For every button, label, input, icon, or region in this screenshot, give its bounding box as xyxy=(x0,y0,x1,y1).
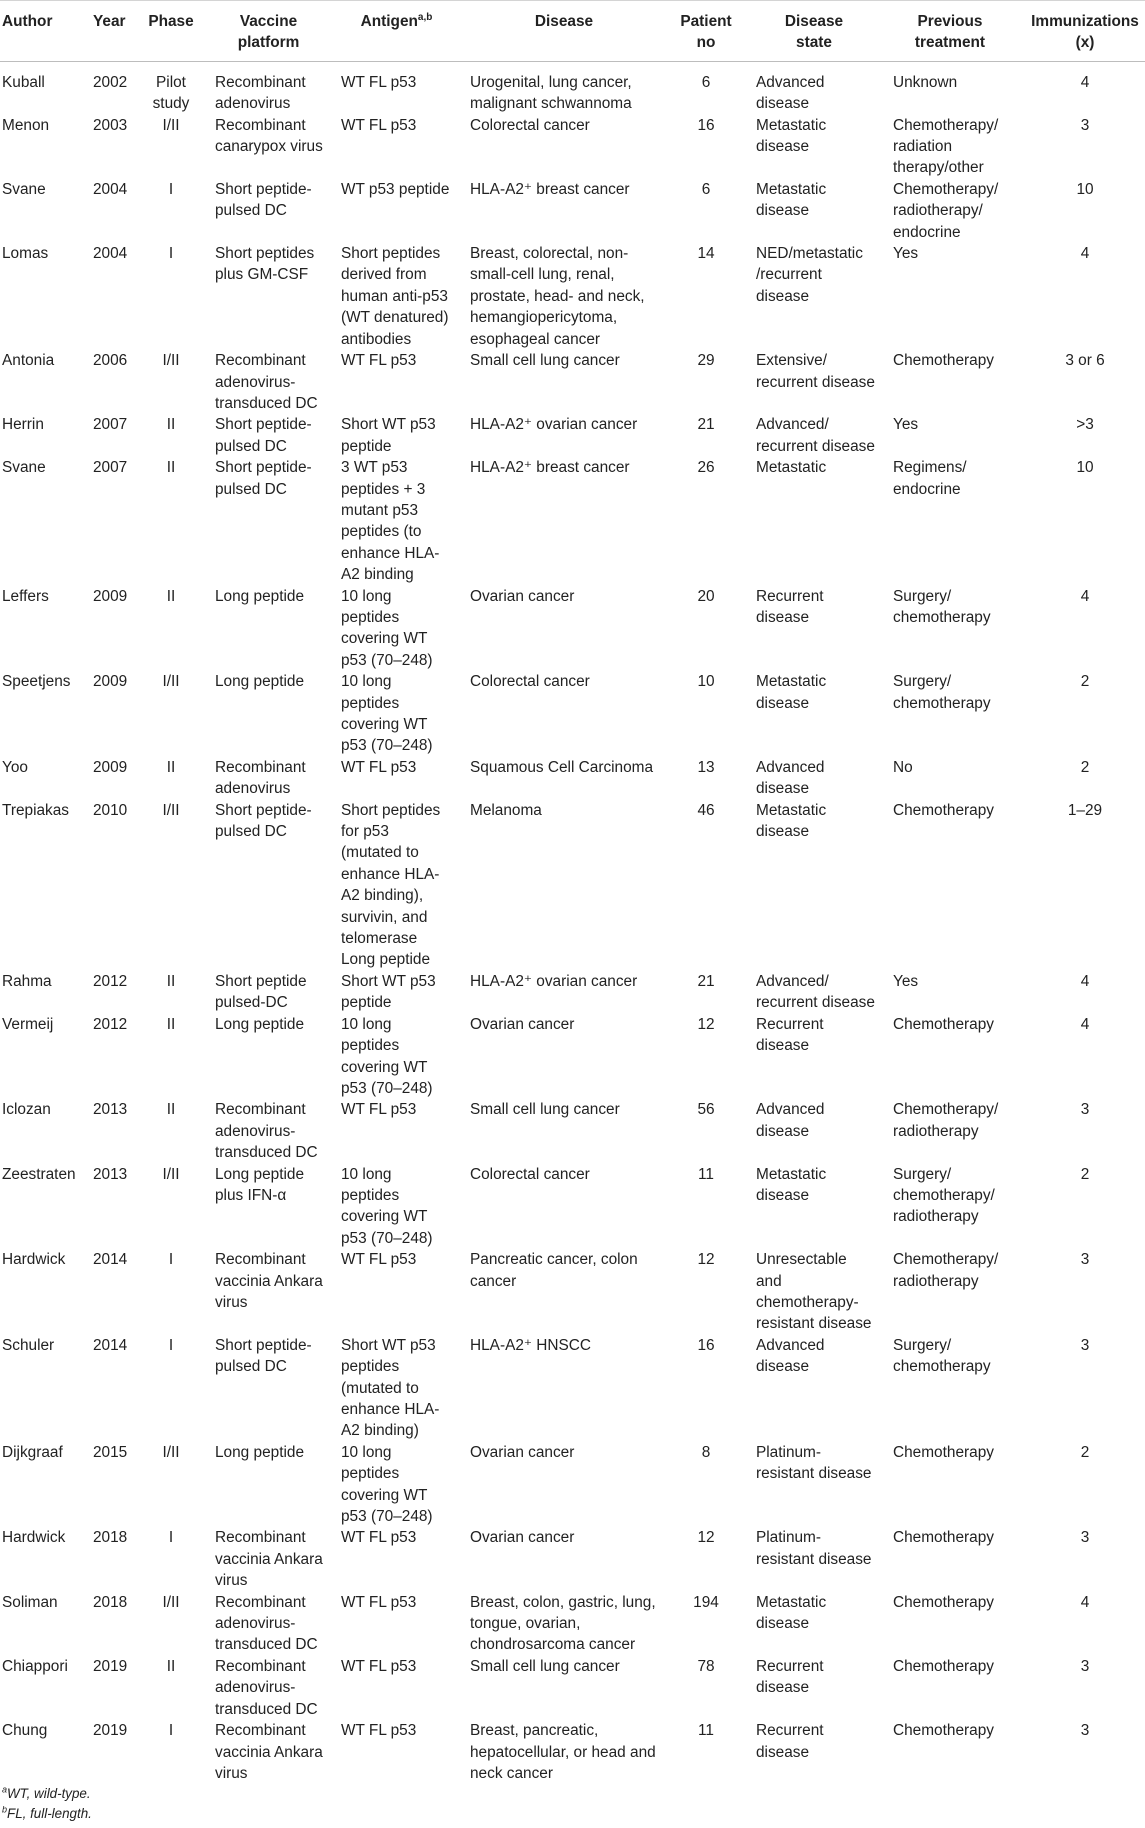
cell-patients: 29 xyxy=(697,352,715,370)
cell-disease: Ovarian cancer xyxy=(470,1529,575,1547)
cell-phase: I/II xyxy=(162,352,180,370)
cell-phase: I/II xyxy=(162,1443,180,1461)
cell-phase: I xyxy=(168,1529,174,1547)
cell-previous: Chemotherapy xyxy=(893,1443,994,1461)
cell-patients: 16 xyxy=(697,1336,715,1354)
cell-state: Recurrent disease xyxy=(756,1722,824,1761)
cell-disease: Pancreatic cancer, colon cancer xyxy=(470,1251,638,1290)
cell-platform: Short peptide- pulsed DC xyxy=(215,180,312,220)
cell-disease: Breast, colorectal, non- small-cell lung, renal, prostate, head- and neck, hemangiopericytoma, esophageal cancer xyxy=(470,245,645,348)
cell-antigen: WT FL p53 xyxy=(341,1593,417,1611)
table-row xyxy=(0,1527,1145,1591)
cell-state: Unresectable and chemotherapy- resistant disease xyxy=(756,1251,872,1333)
cell-phase: II xyxy=(166,416,176,434)
cell-author: Herrin xyxy=(2,416,44,434)
cell-previous: Chemotherapy/ radiotherapy xyxy=(893,1251,999,1290)
cell-author: Chiappori xyxy=(2,1657,68,1675)
cell-antigen: Short WT p53 peptides (mutated to enhance HLA- A2 binding) xyxy=(341,1336,440,1440)
table-row xyxy=(0,115,1145,179)
table-row xyxy=(0,1592,1145,1656)
cell-platform: Long peptide xyxy=(215,587,305,605)
cell-year: 2012 xyxy=(93,972,128,990)
header-antigen xyxy=(341,1,470,62)
table-row xyxy=(0,243,1145,350)
cell-patients: 6 xyxy=(701,180,711,198)
cell-author: Svane xyxy=(2,459,46,477)
cell-platform: Short peptide- pulsed DC xyxy=(215,801,312,841)
header-antigen-label: Antigen xyxy=(360,13,418,30)
cell-author: Kuball xyxy=(2,73,45,91)
table-row xyxy=(0,1656,1145,1720)
cell-previous: Chemotherapy xyxy=(893,352,994,370)
cell-phase: II xyxy=(166,1101,176,1119)
header-phase: Phase xyxy=(133,1,215,62)
cell-author: Trepiakas xyxy=(2,801,70,819)
cell-previous: Surgery/ chemotherapy xyxy=(893,1336,991,1376)
cell-phase: I xyxy=(168,180,174,198)
cell-disease: Small cell lung cancer xyxy=(470,1101,620,1119)
header-disease: Disease xyxy=(470,1,663,62)
table-row xyxy=(0,350,1145,414)
cell-phase: I/II xyxy=(162,801,180,819)
footnote-marker: b xyxy=(2,1804,8,1815)
cell-previous: Yes xyxy=(893,416,919,434)
cell-platform: Short peptide- pulsed DC xyxy=(215,1336,312,1376)
header-vaccine-platform: Vaccine platform xyxy=(215,1,341,62)
table-row xyxy=(0,671,1145,757)
cell-author: Rahma xyxy=(2,972,52,990)
cell-antigen: WT FL p53 xyxy=(341,352,417,370)
cell-platform: Recombinant canarypox virus xyxy=(215,116,323,156)
cell-disease: HLA-A2⁺ ovarian cancer xyxy=(470,972,638,990)
table-header xyxy=(0,1,1145,62)
footnote-a xyxy=(2,1784,1145,1804)
cell-year: 2019 xyxy=(93,1657,128,1675)
cell-antigen: Short WT p53 peptide xyxy=(341,416,436,455)
cell-author: Chung xyxy=(2,1722,48,1740)
cell-platform: Recombinant adenovirus- transduced DC xyxy=(215,1657,318,1718)
cell-author: Iclozan xyxy=(2,1101,51,1119)
cell-state: Advanced/ recurrent disease xyxy=(756,972,875,1012)
cell-year: 2018 xyxy=(93,1529,128,1547)
cell-year: 2018 xyxy=(93,1593,128,1611)
cell-patients: 6 xyxy=(701,73,711,91)
cell-platform: Recombinant adenovirus xyxy=(215,73,306,113)
cell-state: Metastatic disease xyxy=(756,180,827,220)
table-row xyxy=(0,1164,1145,1250)
cell-state: Metastatic xyxy=(756,459,827,477)
cell-author: Speetjens xyxy=(2,673,71,691)
cell-antigen: 10 long peptides covering WT p53 (70–248) xyxy=(341,587,433,669)
cell-previous: Chemotherapy/ radiotherapy/ endocrine xyxy=(893,180,999,241)
cell-platform: Long peptide plus IFN-α xyxy=(215,1165,305,1204)
cell-immunizations: 4 xyxy=(1080,1015,1090,1033)
cell-immunizations: 4 xyxy=(1080,972,1090,990)
table-row xyxy=(0,179,1145,243)
cell-immunizations: 3 xyxy=(1080,1336,1090,1354)
cell-author: Schuler xyxy=(2,1336,55,1354)
cell-platform: Long peptide xyxy=(215,1015,305,1033)
cell-immunizations: 3 xyxy=(1080,1722,1090,1740)
cell-year: 2009 xyxy=(93,587,128,605)
cell-immunizations: 1–29 xyxy=(1067,801,1103,819)
cell-previous: Yes xyxy=(893,245,919,263)
cell-phase: Pilot study xyxy=(152,73,190,113)
cell-immunizations: 10 xyxy=(1076,459,1094,477)
cell-year: 2003 xyxy=(93,116,128,134)
cell-antigen: WT FL p53 xyxy=(341,1529,417,1547)
cell-disease: Melanoma xyxy=(470,801,542,819)
cell-patients: 11 xyxy=(698,1165,714,1183)
cell-state: Metastatic disease xyxy=(756,1165,827,1204)
header-disease-state: Disease state xyxy=(756,1,893,62)
cell-phase: I xyxy=(168,245,174,263)
cell-platform: Recombinant vaccinia Ankara virus xyxy=(215,1722,323,1782)
cell-platform: Recombinant adenovirus- transduced DC xyxy=(215,1593,318,1654)
cell-disease: Small cell lung cancer xyxy=(470,1657,620,1675)
cell-immunizations: 4 xyxy=(1080,245,1090,263)
cell-year: 2015 xyxy=(93,1443,128,1461)
cell-state: Advanced disease xyxy=(756,758,825,798)
footnote-marker: a xyxy=(2,1784,8,1795)
cell-immunizations: 2 xyxy=(1080,1443,1090,1461)
cell-antigen: WT FL p53 xyxy=(341,73,417,91)
cell-year: 2012 xyxy=(93,1015,128,1033)
cell-immunizations: 2 xyxy=(1080,1165,1090,1183)
cell-antigen: WT p53 peptide xyxy=(341,180,450,198)
cell-disease: Colorectal cancer xyxy=(470,673,590,691)
cell-disease: Colorectal cancer xyxy=(470,116,590,134)
cell-year: 2009 xyxy=(93,758,128,776)
table-row xyxy=(0,414,1145,457)
header-previous-treatment: Previous treatment xyxy=(893,1,1025,62)
cell-patients: 20 xyxy=(697,587,715,605)
table-row xyxy=(0,1720,1145,1784)
cell-year: 2014 xyxy=(93,1336,128,1354)
cell-phase: I/II xyxy=(162,673,180,691)
cell-previous: Surgery/ chemotherapy/ radiotherapy xyxy=(893,1165,995,1226)
cell-author: Antonia xyxy=(2,352,55,370)
table-row xyxy=(0,586,1145,672)
cell-state: Platinum- resistant disease xyxy=(756,1443,872,1483)
cell-phase: II xyxy=(166,758,176,776)
cell-year: 2007 xyxy=(93,416,128,434)
cell-year: 2004 xyxy=(93,180,128,198)
cell-previous: Chemotherapy xyxy=(893,1529,994,1547)
cell-immunizations: 3 or 6 xyxy=(1065,352,1105,370)
cell-state: Metastatic disease xyxy=(756,116,827,156)
cell-immunizations: 4 xyxy=(1080,1593,1090,1611)
cell-patients: 11 xyxy=(698,1722,714,1740)
cell-patients: 78 xyxy=(697,1657,715,1675)
header-author: Author xyxy=(0,1,93,62)
cell-patients: 12 xyxy=(697,1015,715,1033)
cell-phase: II xyxy=(166,459,176,477)
cell-platform: Recombinant vaccinia Ankara virus xyxy=(215,1529,323,1590)
cell-antigen: 10 long peptides covering WT p53 (70–248) xyxy=(341,1165,433,1247)
cell-immunizations: 3 xyxy=(1080,1101,1090,1119)
cell-previous: Chemotherapy xyxy=(893,1015,994,1033)
table-row xyxy=(0,457,1145,585)
table-row xyxy=(0,1249,1145,1335)
cell-previous: Regimens/ endocrine xyxy=(893,459,967,498)
table-row xyxy=(0,757,1145,800)
cell-platform: Recombinant adenovirus- transduced DC xyxy=(215,1101,318,1162)
cell-antigen: Short peptides for p53 (mutated to enhance HLA- A2 binding), survivin, and telomerase Long peptide xyxy=(341,801,441,969)
cell-disease: Urogenital, lung cancer, malignant schwannoma xyxy=(470,73,632,113)
cell-previous: Surgery/ chemotherapy xyxy=(893,587,991,626)
cell-immunizations: 2 xyxy=(1080,673,1090,691)
cell-year: 2009 xyxy=(93,673,128,691)
header-year: Year xyxy=(93,1,133,62)
table-row xyxy=(0,971,1145,1014)
cell-disease: HLA-A2⁺ breast cancer xyxy=(470,180,630,198)
cell-platform: Short peptide pulsed-DC xyxy=(215,972,307,1012)
cell-author: Soliman xyxy=(2,1593,58,1611)
cell-antigen: 10 long peptides covering WT p53 (70–248) xyxy=(341,1015,433,1097)
cell-patients: 56 xyxy=(697,1101,715,1119)
cell-state: Extensive/ recurrent disease xyxy=(756,352,875,391)
cell-author: Hardwick xyxy=(2,1529,66,1547)
cell-immunizations: 3 xyxy=(1080,1657,1090,1675)
cell-disease: Breast, colon, gastric, lung, tongue, ovarian, chondrosarcoma cancer xyxy=(470,1593,656,1654)
cell-antigen: WT FL p53 xyxy=(341,1657,417,1675)
cell-phase: II xyxy=(166,1015,176,1033)
cell-year: 2014 xyxy=(93,1251,128,1269)
cell-immunizations: 4 xyxy=(1080,587,1090,605)
cell-previous: Unknown xyxy=(893,73,958,91)
cell-disease: Small cell lung cancer xyxy=(470,352,620,370)
cell-state: Metastatic disease xyxy=(756,673,827,712)
header-immunizations: Immunizations (x) xyxy=(1025,1,1145,62)
cell-year: 2010 xyxy=(93,801,128,819)
cell-patients: 12 xyxy=(697,1251,715,1269)
cell-phase: II xyxy=(166,587,176,605)
cell-disease: Colorectal cancer xyxy=(470,1165,590,1183)
cell-patients: 12 xyxy=(697,1529,715,1547)
cell-state: Recurrent disease xyxy=(756,587,824,626)
cell-platform: Short peptides plus GM-CSF xyxy=(215,245,315,284)
cell-patients: 194 xyxy=(693,1593,719,1611)
cell-disease: Breast, pancreatic, hepatocellular, or head and neck cancer xyxy=(470,1722,656,1782)
cell-disease: HLA-A2⁺ HNSCC xyxy=(470,1336,592,1354)
cell-disease: HLA-A2⁺ breast cancer xyxy=(470,459,630,477)
cell-antigen: WT FL p53 xyxy=(341,1251,417,1269)
cell-phase: I/II xyxy=(162,1165,180,1183)
cell-patients: 14 xyxy=(697,245,715,263)
cell-antigen: Short peptides derived from human anti-p53 (WT denatured) antibodies xyxy=(341,245,449,348)
cell-platform: Long peptide xyxy=(215,673,305,691)
cell-previous: Yes xyxy=(893,972,919,990)
cell-year: 2019 xyxy=(93,1722,128,1740)
cell-antigen: WT FL p53 xyxy=(341,1101,417,1119)
cell-previous: Surgery/ chemotherapy xyxy=(893,673,991,712)
cell-patients: 13 xyxy=(697,758,715,776)
cell-disease: HLA-A2⁺ ovarian cancer xyxy=(470,416,638,434)
cell-immunizations: 2 xyxy=(1080,758,1090,776)
cell-phase: I xyxy=(168,1722,174,1740)
cell-platform: Short peptide- pulsed DC xyxy=(215,416,312,455)
cell-state: Metastatic disease xyxy=(756,1593,827,1633)
cell-previous: Chemotherapy xyxy=(893,1593,994,1611)
cell-immunizations: 3 xyxy=(1080,116,1090,134)
cell-disease: Ovarian cancer xyxy=(470,1443,575,1461)
cell-antigen: 3 WT p53 peptides + 3 mutant p53 peptides (to enhance HLA- A2 binding xyxy=(341,459,440,584)
cell-state: Advanced disease xyxy=(756,73,825,113)
table-row xyxy=(0,61,1145,114)
cell-previous: No xyxy=(893,758,913,776)
cell-platform: Short peptide- pulsed DC xyxy=(215,459,312,498)
footnote-b xyxy=(2,1804,1145,1824)
cell-author: Dijkgraaf xyxy=(2,1443,63,1461)
cell-author: Menon xyxy=(2,116,50,134)
table-row xyxy=(0,800,1145,971)
footnote-text: WT, wild-type. xyxy=(7,1786,91,1802)
cell-previous: Chemotherapy xyxy=(893,1722,994,1740)
cell-author: Lomas xyxy=(2,245,49,263)
cell-state: Recurrent disease xyxy=(756,1015,824,1055)
cell-antigen: Short WT p53 peptide xyxy=(341,972,436,1012)
cell-antigen: 10 long peptides covering WT p53 (70–248) xyxy=(341,673,433,755)
cell-state: NED/metastatic /recurrent disease xyxy=(756,245,863,305)
cell-author: Hardwick xyxy=(2,1251,66,1269)
cell-previous: Chemotherapy/ radiotherapy xyxy=(893,1101,999,1140)
cell-phase: II xyxy=(166,972,176,990)
cell-phase: II xyxy=(166,1657,176,1675)
cell-platform: Recombinant adenovirus xyxy=(215,758,306,798)
cell-antigen: WT FL p53 xyxy=(341,1722,417,1740)
cell-author: Leffers xyxy=(2,587,49,605)
cell-disease: Ovarian cancer xyxy=(470,587,575,605)
cell-author: Vermeij xyxy=(2,1015,54,1033)
cell-phase: I/II xyxy=(162,1593,180,1611)
table-row xyxy=(0,1442,1145,1528)
cell-patients: 21 xyxy=(697,972,715,990)
cell-state: Metastatic disease xyxy=(756,801,827,841)
table-body xyxy=(0,61,1145,1784)
cell-year: 2004 xyxy=(93,245,128,263)
cell-author: Svane xyxy=(2,180,46,198)
cell-patients: 8 xyxy=(701,1443,711,1461)
cell-phase: I/II xyxy=(162,116,180,134)
cell-year: 2002 xyxy=(93,73,128,91)
header-antigen-footnote-marker: a,b xyxy=(417,11,433,23)
cell-antigen: WT FL p53 xyxy=(341,116,417,134)
cell-disease: Squamous Cell Carcinoma xyxy=(470,758,654,776)
cell-immunizations: 10 xyxy=(1076,180,1094,198)
cell-phase: I xyxy=(168,1336,174,1354)
cell-patients: 46 xyxy=(697,801,715,819)
cell-antigen: WT FL p53 xyxy=(341,758,417,776)
cell-state: Advanced disease xyxy=(756,1101,825,1140)
table-row xyxy=(0,1099,1145,1163)
cell-platform: Recombinant vaccinia Ankara virus xyxy=(215,1251,323,1311)
cell-patients: 10 xyxy=(697,673,715,691)
cell-state: Platinum- resistant disease xyxy=(756,1529,872,1568)
cell-antigen: 10 long peptides covering WT p53 (70–248) xyxy=(341,1443,433,1526)
cell-year: 2006 xyxy=(93,352,128,370)
cell-immunizations: >3 xyxy=(1076,416,1094,434)
cell-immunizations: 4 xyxy=(1080,73,1090,91)
cell-year: 2013 xyxy=(93,1165,128,1183)
cell-state: Recurrent disease xyxy=(756,1657,824,1697)
header-row xyxy=(0,1,1145,62)
cell-state: Advanced disease xyxy=(756,1336,825,1376)
table-footnotes xyxy=(0,1784,1145,1823)
cell-disease: Ovarian cancer xyxy=(470,1015,575,1033)
cell-patients: 21 xyxy=(697,416,715,434)
cell-previous: Chemotherapy xyxy=(893,1657,994,1675)
cell-patients: 16 xyxy=(697,116,715,134)
cell-author: Zeestraten xyxy=(2,1165,76,1183)
cell-year: 2007 xyxy=(93,459,128,477)
cell-platform: Recombinant adenovirus- transduced DC xyxy=(215,352,318,412)
cell-phase: I xyxy=(168,1251,174,1269)
cell-author: Yoo xyxy=(2,758,28,776)
footnote-text: FL, full-length. xyxy=(7,1805,92,1821)
cell-platform: Long peptide xyxy=(215,1443,305,1461)
cell-immunizations: 3 xyxy=(1080,1529,1090,1547)
cell-previous: Chemotherapy/ radiation therapy/other xyxy=(893,116,999,177)
cell-patients: 26 xyxy=(697,459,715,477)
cell-immunizations: 3 xyxy=(1080,1251,1090,1269)
table-row xyxy=(0,1014,1145,1100)
table-row xyxy=(0,1335,1145,1442)
cell-previous: Chemotherapy xyxy=(893,801,994,819)
header-patient-no: Patient no xyxy=(663,1,756,62)
cell-year: 2013 xyxy=(93,1101,128,1119)
cell-state: Advanced/ recurrent disease xyxy=(756,416,875,455)
